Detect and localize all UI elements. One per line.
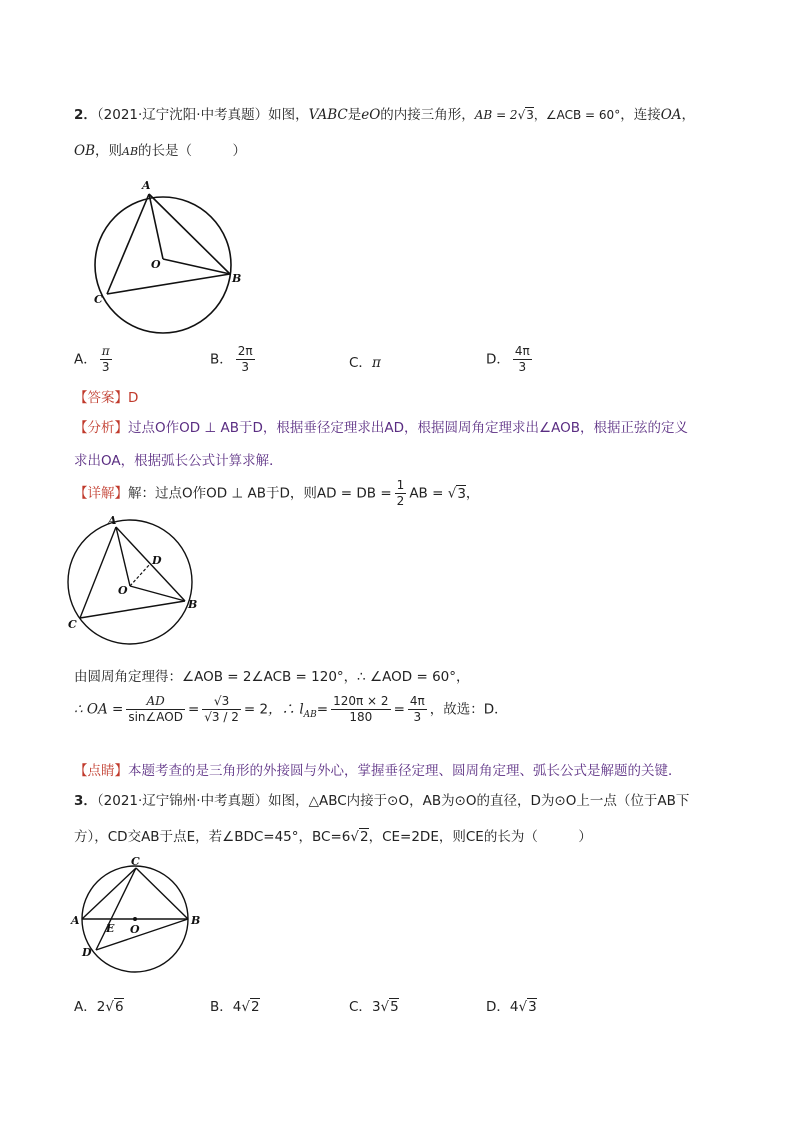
step-text: = [316, 701, 329, 718]
q2-detail-line1: 【详解】解：过点O作OD ⊥ AB于D，则AD = DB = $\frac{1}{2}$ AB = √3， [74, 478, 480, 508]
segment-ac [80, 527, 116, 618]
label-b: B [188, 598, 198, 611]
step-text: ，∴ l [268, 701, 304, 718]
option-num: π [101, 344, 110, 358]
q3-sqrt: 2 [359, 829, 369, 845]
analysis-text: 求出OA，根据弧长公式计算求解． [74, 453, 283, 469]
answer-tag: 【答案】 [74, 390, 128, 406]
q2-angle: ，∠ACB = 60° [533, 108, 621, 122]
frac-num: 4π [409, 694, 425, 708]
q2-analysis-line2 [74, 449, 283, 469]
segment-ac [82, 868, 136, 919]
option-rad: 3 [528, 999, 537, 1015]
q2-text: ，连接 [620, 107, 661, 123]
q2-ab: AB = 2 [474, 108, 518, 122]
q2-sqrt: 3 [526, 108, 534, 122]
label-c: C [68, 618, 77, 631]
q2-text: 的长是（ ） [138, 143, 247, 159]
option-coef: 4 [509, 999, 519, 1015]
option-den: 3 [518, 360, 527, 374]
frac-num: 120π × 2 [333, 694, 389, 708]
segment-cb [107, 274, 230, 294]
q3-option-b[interactable]: B．4√2 [210, 999, 260, 1015]
q2-text: 如图， [268, 107, 309, 123]
detail-tag: 【详解】 [74, 485, 128, 502]
q2-answer [74, 386, 138, 406]
q2-source: （2021·辽宁沈阳·中考真题） [96, 107, 269, 123]
q2-step1 [74, 665, 470, 685]
q2-text: ，则 [95, 143, 122, 159]
q3-line1 [74, 789, 689, 809]
label-a: A [142, 179, 151, 192]
q3-source: （2021·辽宁锦州·中考真题） [96, 793, 269, 809]
comment-tag: 【点睛】 [74, 763, 128, 779]
q3-option-a[interactable]: A．2√6 [74, 999, 124, 1015]
frac-den: 2 [396, 494, 405, 508]
step-text: = [393, 701, 405, 718]
option-letter: A． [74, 351, 97, 368]
label-o: O [118, 584, 128, 597]
label-d: D [152, 554, 162, 567]
q3-option-d[interactable]: D．4√3 [486, 999, 537, 1015]
analysis-text: 过点O作OD ⊥ AB于D，根据垂径定理求出AD，根据圆周角定理求出∠AOB，根据正弦的定义 [128, 420, 688, 436]
detail-text: 解：过点O作OD ⊥ AB于D，则AD = DB = [128, 485, 392, 502]
option-coef: 2 [96, 999, 106, 1015]
option-num: 2π [237, 344, 253, 358]
q2-option-d[interactable] [486, 344, 535, 375]
segment-ob [130, 586, 185, 601]
label-d: D [82, 946, 92, 959]
q2-option-a[interactable] [74, 344, 115, 375]
option-den: 3 [241, 360, 250, 374]
label-e: E [106, 922, 115, 935]
label-c: C [94, 293, 103, 306]
label-o: O [130, 923, 140, 936]
step-text: = [187, 701, 200, 718]
segment-oa [116, 527, 130, 586]
step-text: = 2 [243, 701, 269, 718]
segment-ac [107, 194, 149, 294]
answer-value: D [128, 390, 139, 406]
q2-figure [90, 175, 280, 355]
q3-option-c[interactable]: C．3√5 [349, 999, 399, 1015]
option-coef: 3 [371, 999, 381, 1015]
q2-step2 [74, 694, 508, 725]
q2-line1: 2．（2021·辽宁沈阳·中考真题）如图，VABC是eO的内接三角形，AB = 2√3，∠ACB = 60°，连接OA， [74, 107, 696, 123]
label-a: A [71, 914, 80, 927]
detail-text: AB = [409, 485, 444, 502]
segment-cb [80, 601, 185, 618]
frac-num: √3 [202, 694, 241, 710]
label-o: O [151, 258, 161, 271]
q2-line2 [74, 139, 246, 159]
circle-outline [68, 520, 192, 644]
frac-num: 1 [396, 478, 405, 492]
q2-arc: AB [122, 145, 139, 158]
label-c: C [131, 855, 140, 868]
option-letter: C． [349, 999, 372, 1015]
q3-line2: 方），CD交AB于点E，若∠BDC=45°，BC=6√2，CE=2DE，则CE的长为（ ） [74, 829, 592, 845]
q2-text: 是 [347, 107, 362, 123]
option-letter: D． [486, 351, 510, 368]
frac-num: AD [126, 694, 185, 710]
option-letter: A． [74, 999, 97, 1015]
q3-text: 如图，△ABC内接于⊙O，AB为⊙O的直径，D为⊙O上一点（位于AB下 [268, 793, 690, 809]
segment-cb [136, 868, 188, 919]
option-letter: D． [486, 999, 510, 1015]
option-value: π [371, 355, 381, 371]
frac-den: 180 [349, 710, 373, 724]
analysis-tag: 【分析】 [74, 420, 128, 436]
q2-text: 的内接三角形， [380, 107, 475, 123]
option-rad: 5 [390, 999, 399, 1015]
step-text: ，故选：D． [429, 701, 508, 718]
segment-oa [149, 194, 163, 259]
segment-cd [96, 868, 136, 950]
q2-ob: OB [74, 143, 95, 159]
q2-number: 2． [74, 107, 97, 123]
frac-den: √3 / 2 [204, 710, 239, 724]
q3-text: 方），CD交AB于点E，若∠BDC=45°，BC=6 [74, 829, 351, 845]
q2-circle: eO [361, 107, 381, 123]
detail-text: ， [465, 485, 480, 502]
comment-text: 本题考查的是三角形的外接圆与外心，掌握垂径定理、圆周角定理、弧长公式是解题的关键． [128, 763, 682, 779]
option-letter: B． [210, 351, 233, 368]
q2-detail-figure [64, 510, 214, 660]
step-text: 由圆周角定理得：∠AOB = 2∠ACB = 120°，∴ ∠AOD = 60°， [74, 669, 470, 685]
q2-text: ， [681, 107, 696, 123]
q3-text: ，CE=2DE，则CE的长为（ ） [368, 829, 592, 845]
option-rad: 2 [250, 999, 260, 1015]
option-num: 4π [514, 344, 530, 358]
step-text: ∴ OA = [74, 701, 124, 718]
option-letter: C． [349, 355, 372, 371]
option-rad: 6 [114, 999, 124, 1015]
q3-figure [68, 856, 218, 976]
frac-den: 3 [413, 710, 422, 724]
option-den: 3 [101, 360, 110, 374]
q2-triangle: VABC [308, 107, 348, 123]
label-b: B [191, 914, 201, 927]
center-point [133, 917, 137, 921]
step-sub: AB [303, 710, 317, 721]
segment-od-dashed [130, 564, 150, 586]
option-coef: 4 [232, 999, 242, 1015]
circle-outline [95, 197, 231, 333]
q2-oa: OA [660, 107, 682, 123]
detail-sqrt: 3 [457, 485, 466, 502]
segment-ab [149, 194, 230, 274]
q3-number: 3． [74, 793, 97, 809]
frac-den: sin∠AOD [128, 710, 183, 724]
q2-comment [74, 759, 682, 779]
q2-option-c[interactable] [349, 351, 381, 371]
label-a: A [108, 514, 117, 527]
segment-ob [163, 259, 230, 274]
option-letter: B． [210, 999, 233, 1015]
label-b: B [232, 272, 242, 285]
q2-analysis-line1 [74, 416, 688, 436]
q2-option-b[interactable] [210, 344, 258, 375]
